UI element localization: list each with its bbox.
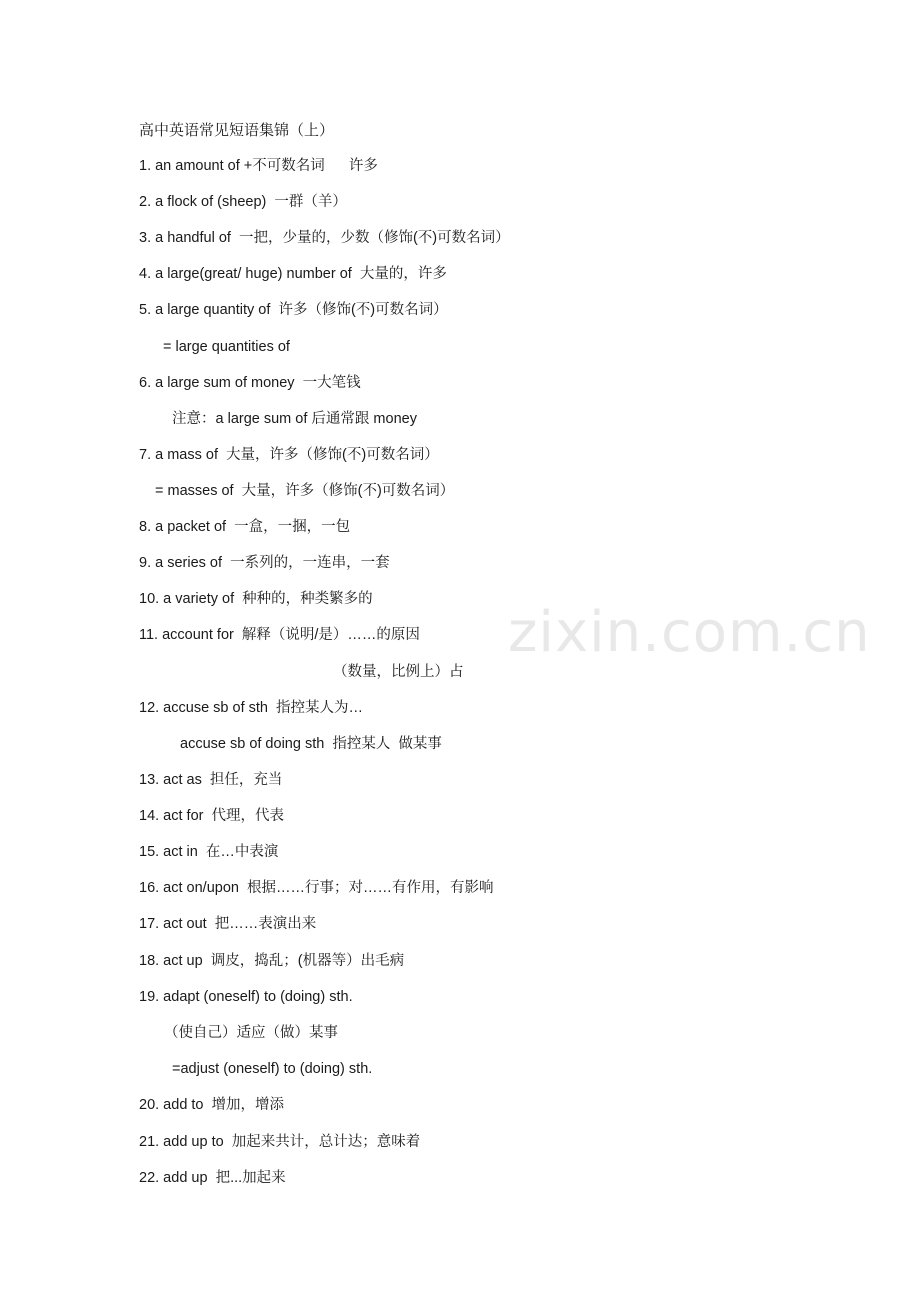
phrase-line-14: 14. act for 代理，代表 <box>139 808 285 824</box>
phrase-line-13: 13. act as 担任，充当 <box>139 772 283 788</box>
phrase-line-18: 18. act up 调皮，捣乱；(机器等）出毛病 <box>139 953 405 969</box>
phrase-line-10: 10. a variety of 种种的，种类繁多的 <box>139 591 373 607</box>
phrase-line-6: 6. a large sum of money 一大笔钱 <box>139 375 361 391</box>
phrase-line-20: 20. add to 增加，增添 <box>139 1097 285 1113</box>
phrase-line-7-note: = masses of 大量，许多（修饰(不)可数名词） <box>155 483 455 499</box>
phrase-line-8: 8. a packet of 一盒，一捆，一包 <box>139 519 351 535</box>
phrase-line-12: 12. accuse sb of sth 指控某人为… <box>139 700 364 716</box>
phrase-line-21: 21. add up to 加起来共计，总计达；意味着 <box>139 1134 421 1150</box>
watermark: zixin.com.cn <box>508 600 871 665</box>
phrase-line-4: 4. a large(great/ huge) number of 大量的，许多 <box>139 266 447 282</box>
phrase-line-11-note: （数量，比例上）占 <box>333 664 464 680</box>
phrase-line-12-note: accuse sb of doing sth 指控某人 做某事 <box>180 736 442 752</box>
phrase-line-7: 7. a mass of 大量，许多（修饰(不)可数名词） <box>139 447 439 463</box>
phrase-line-17: 17. act out 把……表演出来 <box>139 916 317 932</box>
phrase-line-1: 1. an amount of +不可数名词 许多 <box>139 158 378 174</box>
document-title: 高中英语常见短语集锦（上） <box>139 121 335 139</box>
phrase-line-16: 16. act on/upon 根据……行事；对……有作用，有影响 <box>139 880 494 896</box>
phrase-line-15: 15. act in 在…中表演 <box>139 844 279 860</box>
phrase-line-22: 22. add up 把...加起来 <box>139 1170 286 1186</box>
phrase-line-3: 3. a handful of 一把，少量的，少数（修饰(不)可数名词） <box>139 230 510 246</box>
phrase-line-2: 2. a flock of (sheep) 一群（羊） <box>139 194 347 210</box>
phrase-line-19-note: =adjust (oneself) to (doing) sth. <box>172 1061 373 1077</box>
phrase-line-5: 5. a large quantity of 许多（修饰(不)可数名词） <box>139 302 448 318</box>
phrase-line-6-note: 注意：a large sum of 后通常跟 money <box>172 411 417 427</box>
phrase-line-19-translation: （使自己）适应（做）某事 <box>164 1025 338 1041</box>
phrase-line-9: 9. a series of 一系列的，一连串，一套 <box>139 555 390 571</box>
phrase-line-5-note: = large quantities of <box>163 339 290 355</box>
phrase-line-19: 19. adapt (oneself) to (doing) sth. <box>139 989 353 1005</box>
phrase-line-11: 11. account for 解释（说明/是）……的原因 <box>139 627 420 643</box>
